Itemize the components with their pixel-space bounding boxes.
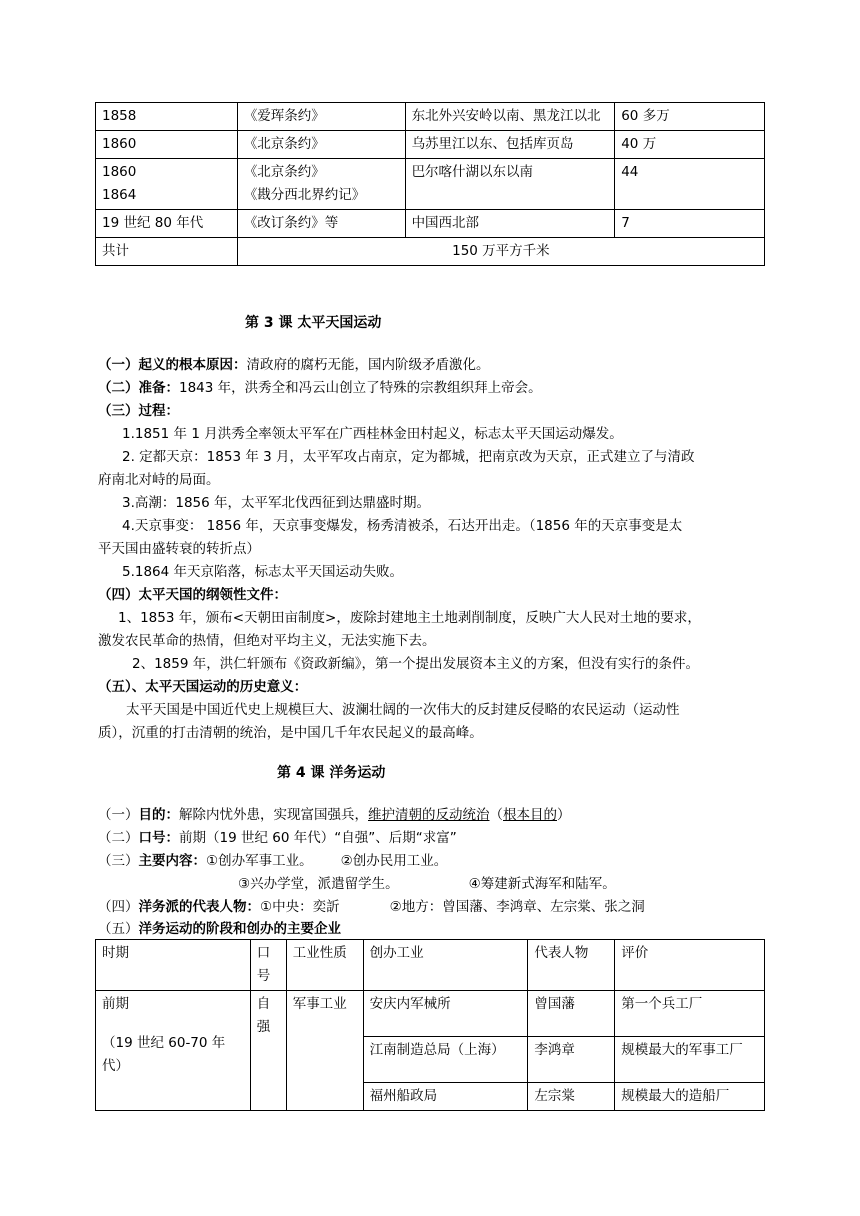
treaty-name: 《爱珲条约》 <box>237 103 405 131</box>
table-row <box>96 991 765 1037</box>
treaty-name: 《北京条约》 <box>237 131 405 159</box>
treaty-year: 19 世纪 80 年代 <box>96 210 238 238</box>
period-years: （19 世纪 60-70 年代） <box>102 1035 226 1074</box>
industry-cell: 江南制造总局（上海） <box>363 1037 528 1083</box>
treaty-area: 巴尔喀什湖以东以南 <box>405 159 615 210</box>
lesson3-section4-heading: （四）太平天国的纲领性文件： <box>98 587 287 603</box>
person-cell: 李鸿章 <box>528 1037 615 1083</box>
lesson4-section3 <box>98 850 768 873</box>
lesson3-title: 第 3 课 太平天国运动 <box>245 315 382 331</box>
industry-cell: 福州船政局 <box>363 1083 528 1111</box>
lesson4-section3-cont <box>238 873 860 896</box>
total-value: 150 万平方千米 <box>237 238 764 266</box>
treaty-table <box>95 102 765 266</box>
header-person: 代表人物 <box>528 940 615 991</box>
content-item-1: ①创办军事工业。 <box>206 853 313 869</box>
content-item-4: ④筹建新式海军和陆军。 <box>468 876 616 892</box>
lesson3-section2 <box>98 377 768 400</box>
process-item-5: 5.1864 年天京陷落，标志太平天国运动失败。 <box>122 564 404 580</box>
section-text: 前期（19 世纪 60 年代）“自强”、后期“求富” <box>179 830 457 846</box>
treaty-name <box>237 159 405 210</box>
section-text: 解除内忧外患，实现富国强兵， <box>179 807 368 823</box>
meaning-text: 太平天国是中国近代史上规模巨大、波澜壮阔的一次伟大的反封建反侵略的农民运动（运动性 <box>126 702 680 718</box>
treaty-size: 44 <box>615 159 765 210</box>
header-slogan: 口号 <box>250 940 286 991</box>
treaty-area: 东北外兴安岭以南、黑龙江以北 <box>405 103 615 131</box>
content-item-3: ③兴办学堂，派遣留学生。 <box>238 876 399 892</box>
underlined-text: 维护清朝的反动统治 <box>368 807 490 823</box>
person-cell: 曾国藩 <box>528 991 615 1037</box>
lesson3-section1 <box>98 354 768 377</box>
central-figure: ①中央：奕訢 <box>260 899 340 915</box>
lesson4-section4 <box>98 896 768 919</box>
section-number: （一） <box>98 807 139 823</box>
eval-cell: 规模最大的造船厂 <box>615 1083 765 1111</box>
section-heading: （二）准备： <box>98 380 179 396</box>
section-number: （四） <box>98 899 139 915</box>
eval-cell: 规模最大的军事工厂 <box>615 1037 765 1083</box>
table-row <box>96 131 765 159</box>
lesson3-section3-heading: （三）过程： <box>98 403 179 419</box>
section-number: （五） <box>98 921 139 937</box>
treaty-year <box>96 159 238 210</box>
process-item-2-cont: 府南北对峙的局面。 <box>98 472 220 488</box>
document-item-2: 2、1859 年，洪仁轩颁布《资政新编》，第一个提出发展资本主义的方案，但没有实行的条件。 <box>132 656 699 672</box>
person-cell: 左宗棠 <box>528 1083 615 1111</box>
local-figures: ②地方：曾国藩、李鸿章、左宗棠、张之洞 <box>389 899 645 915</box>
section-number: （二） <box>98 830 139 846</box>
treaty-year: 1860 <box>96 131 238 159</box>
document-item-1: 1、1853 年，颁布<天朝田亩制度>，废除封建地主土地剥削制度，反映广大人民对土地的要求， <box>118 610 701 626</box>
section-heading: 洋务派的代表人物： <box>138 899 260 915</box>
process-item-2: 2. 定都天京：1853 年 3 月，太平军攻占南京，定为都城，把南京改为天京，正式建立了与清政 <box>122 449 695 465</box>
treaty-year-line: 1860 <box>102 164 137 180</box>
paren-open: （ <box>489 807 503 823</box>
treaty-area: 中国西北部 <box>405 210 615 238</box>
treaty-name-line: 《戡分西北界约记》 <box>243 187 366 203</box>
process-item-4-cont: 平天国由盛转衰的转折点） <box>98 541 260 557</box>
treaty-size: 40 万 <box>615 131 765 159</box>
header-industry: 创办工业 <box>363 940 528 991</box>
process-item-1: 1.1851 年 1 月洪秀全率领太平军在广西桂林金田村起义，标志太平天国运动爆发。 <box>122 426 623 442</box>
slogan-cell: 自强 <box>250 991 286 1111</box>
section-heading: 洋务运动的阶段和创办的主要企业 <box>138 921 341 937</box>
industry-cell: 安庆内军械所 <box>363 991 528 1037</box>
document-item-1-cont: 激发农民革命的热情，但绝对平均主义，无法实施下去。 <box>98 633 436 649</box>
treaty-size: 60 多万 <box>615 103 765 131</box>
treaty-name: 《改订条约》等 <box>237 210 405 238</box>
header-eval: 评价 <box>615 940 765 991</box>
process-item-4: 4.天京事变： 1856 年，天京事变爆发，杨秀清被杀，石达开出走。（1856 年的天京事变是太 <box>122 518 683 534</box>
period-label: 前期 <box>102 996 129 1012</box>
treaty-name-line: 《北京条约》 <box>243 164 325 180</box>
meaning-text-cont: 质），沉重的打击清朝的统治，是中国几千年农民起义的最高峰。 <box>98 725 483 741</box>
lesson3-section5-heading: （五）、太平天国运动的历史意义： <box>98 679 308 695</box>
lesson4-title: 第 4 课 洋务运动 <box>277 765 386 781</box>
nature-cell: 军事工业 <box>286 991 363 1111</box>
header-nature: 工业性质 <box>286 940 363 991</box>
total-label: 共计 <box>96 238 238 266</box>
section-text: 1843 年，洪秀全和冯云山创立了特殊的宗教组织拜上帝会。 <box>179 380 542 396</box>
treaty-size: 7 <box>615 210 765 238</box>
period-cell <box>96 991 251 1111</box>
paren-close: ） <box>557 807 571 823</box>
table-row-total <box>96 238 765 266</box>
table-row <box>96 210 765 238</box>
table-row <box>96 159 765 210</box>
content-item-2: ②创办民用工业。 <box>340 853 448 869</box>
section-heading: 口号： <box>138 830 179 846</box>
lesson4-section5 <box>98 918 768 941</box>
section-heading: 主要内容： <box>138 853 206 869</box>
treaty-year-line: 1864 <box>102 187 137 203</box>
section-number: （三） <box>98 853 139 869</box>
treaty-year: 1858 <box>96 103 238 131</box>
treaty-area: 乌苏里江以东、包括库页岛 <box>405 131 615 159</box>
table-header-row <box>96 940 765 991</box>
eval-cell: 第一个兵工厂 <box>615 991 765 1037</box>
lesson4-section2 <box>98 827 768 850</box>
section-text: 清政府的腐朽无能，国内阶级矛盾激化。 <box>246 357 490 373</box>
underlined-text: 根本目的 <box>503 807 557 823</box>
section-heading: （一）起义的根本原因： <box>98 357 247 373</box>
yangwu-table <box>95 939 765 1111</box>
header-period: 时期 <box>96 940 251 991</box>
table-row <box>96 103 765 131</box>
lesson4-section1 <box>98 804 768 827</box>
process-item-3: 3.高潮：1856 年，太平军北伐西征到达鼎盛时期。 <box>122 495 431 511</box>
section-heading: 目的： <box>138 807 179 823</box>
